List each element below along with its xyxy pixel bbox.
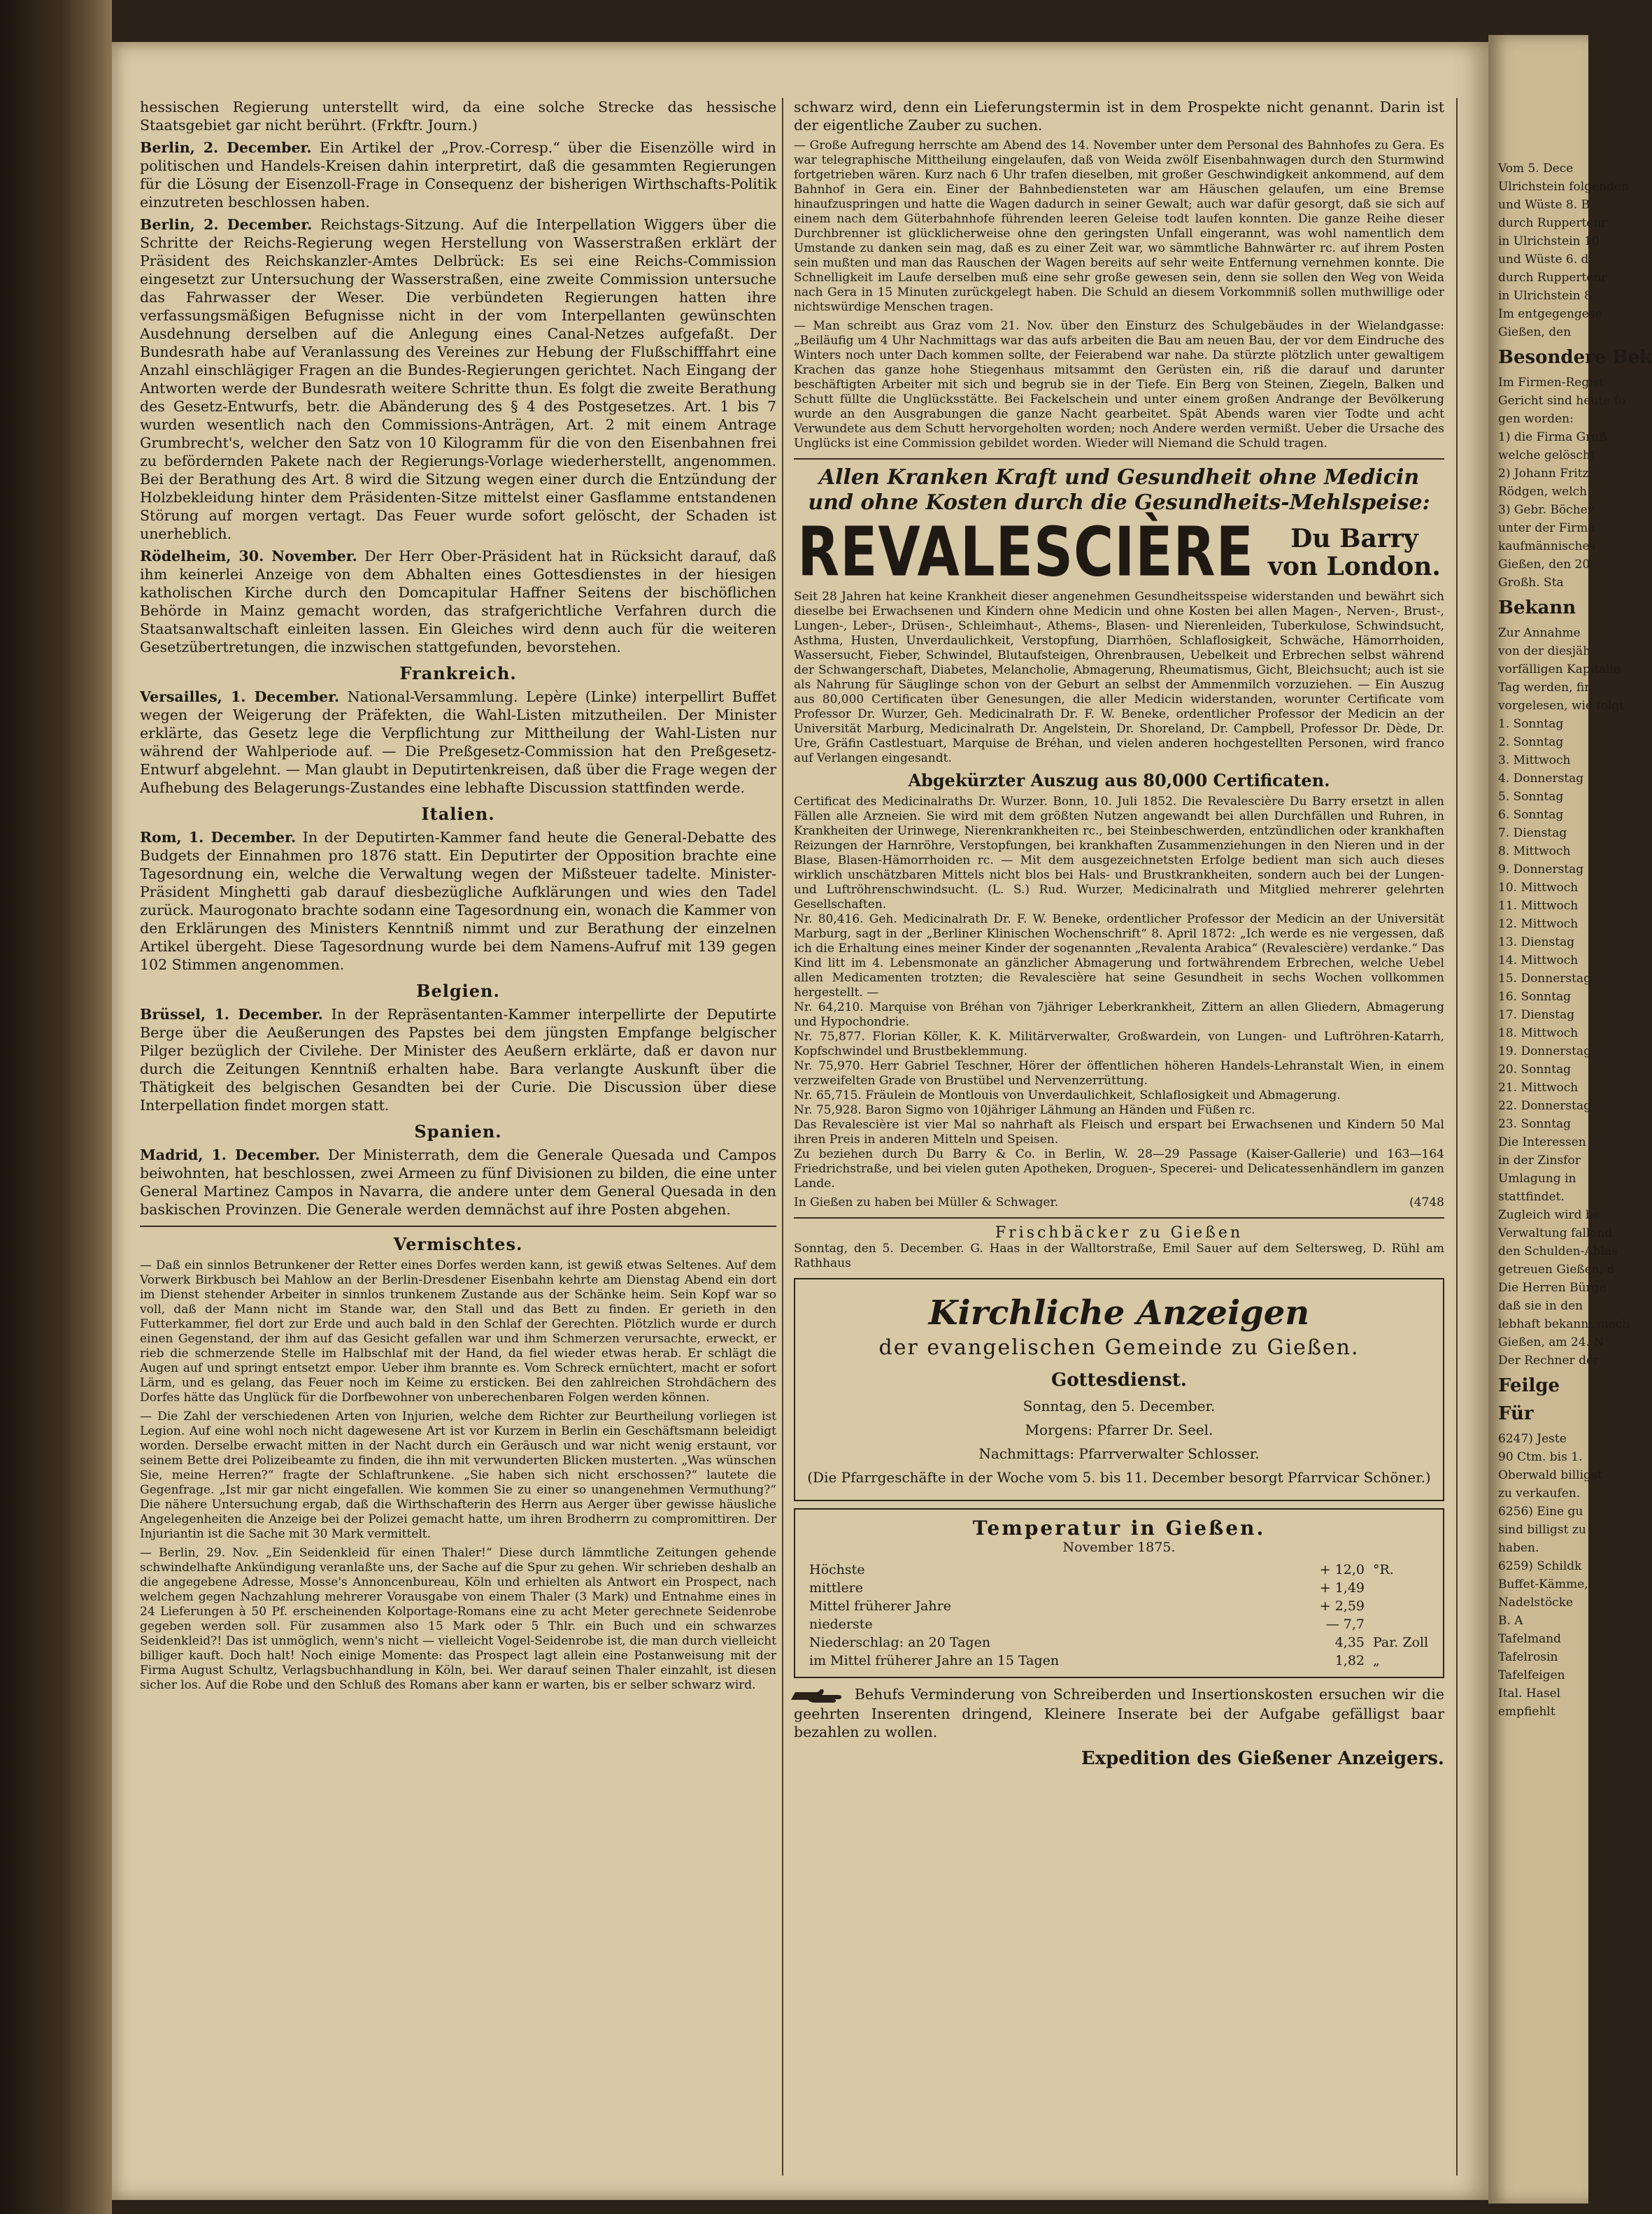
adjacent-text-line: Rödgen, welch [1498,485,1588,499]
section-heading-france: Frankreich. [399,663,517,683]
divider [140,1226,776,1227]
adjacent-text-line: in Ulrichstein 10 [1498,234,1600,248]
adjacent-text-line: 20. Sonntag [1498,1063,1572,1077]
section-heading-italy: Italien. [421,804,495,824]
news-bruessel: Brüssel, 1. December. In der Repräsentanten-Kammer interpellirte der Deputirte Berge über die Aeußerungen des Papstes bei dem jüngsten Empfange belgischer Pilger bezüglich der Civilehe. Der Minister des Aeußern erklärte, daß er davon nur durch die Zeitungen Kenntniß erhalten habe. Bara verlangte Auskunft über die Thätigkeit des belgischen Gesandten bei der Curie. Die Discussion über diese Interpellation findet morgen statt. [140,1006,776,1114]
adjacent-text-line: 10. Mittwoch [1498,881,1579,895]
news-versailles: Versailles, 1. December. National-Versammlung. Lepère (Linke) interpellirt Buffet wegen der Weigerung der Präfekten, die Wahl-Listen mitzutheilen. Der Minister erklärte, das Gesetz lege die Verpflichtung zur Mittheilung der Wahl-Listen nur während der Wahlperiode auf. — Die Preßgesetz-Commission hat den Preßgesetz-Entwurf abgelehnt. — Man glaubt in Deputirtenkreisen, daß über die Frage wegen der Aufhebung des Belagerungs-Zustandes eine lebhafte Discussion stattfinden werde. [140,688,776,796]
divider [794,458,1444,460]
adjacent-text-line: Zur Annahme [1498,626,1581,640]
adjacent-text-line: 6259) Schildk [1498,1559,1582,1573]
adjacent-text-line: Der Rechner der [1498,1354,1600,1368]
adjacent-text-line: Großh. Sta [1498,576,1564,590]
table-row: niederste — 7,7 [809,1617,1365,1632]
ad-headline: Allen Kranken Kraft und Gesundheit ohne Medicin und ohne Kosten durch die Gesundheits-Mehlspeise: [808,465,1430,515]
adjacent-text-line: 2) Johann Fritz [1498,467,1589,481]
adjacent-text-line: getreuen Gießen, d [1498,1263,1615,1277]
adjacent-page [1488,35,1652,2204]
adjacent-heading: Feilge [1498,1375,1560,1396]
adjacent-text-line: 12. Mittwoch [1498,917,1579,931]
service-date: Sonntag, den 5. December. [1023,1398,1216,1414]
adjacent-text-line: Tafelfeigen [1498,1668,1565,1682]
adjacent-page-content [1488,35,1652,1719]
adjacent-text-line: empfiehlt [1498,1705,1555,1719]
news-madrid: Madrid, 1. December. Der Ministerrath, dem die Generale Quesada und Campos beiwohnten, hat beschlossen, zwei Armeen zu fünf Divisionen zu bilden, die eine unter General Martinez Campos in Navarra, die andere unter dem General Quesada in den baskischen Provinzen. Die Generale werden demnächst auf ihre Posten abgehen. [140,1147,776,1218]
temperature-subtitle: November 1875. [1062,1540,1176,1555]
adjacent-text-line: von der diesjäh [1498,644,1591,658]
news-berlin-1: Berlin, 2. December. Ein Artikel der „Prov.-Corresp.“ über die Eisenzölle wird in politischen und Handels-Kreisen dahin interpretirt, daß die gesammten Regierungen für die Lösung der Eisenzoll-Frage in Consequenz der bisherigen Wirthschafts-Politik einzutreten beschlossen haben. [140,139,776,211]
newspaper-page [112,42,1488,2200]
pointing-hand-icon [794,1687,843,1705]
temperature-table [805,1561,1433,1670]
adjacent-text-line: in Ulrichstein 8 [1498,289,1592,303]
intro-paragraph: hessischen Regierung unterstellt wird, da eine solche Strecke das hessische Staatsgebiet gar nicht berührt. (Frkftr. Journ.) [140,99,776,134]
adjacent-text-line: durch Ruppertenr [1498,216,1607,230]
church-notices-box [794,1278,1444,1501]
adjacent-text-line: Im Firmen-Regist [1498,376,1604,390]
church-notices-title: Kirchliche Anzeigen [928,1293,1310,1333]
temperature-title: Temperatur in Gießen. [972,1517,1266,1540]
adjacent-text-line: 9. Donnerstag [1498,863,1584,877]
adjacent-text-line: 21. Mittwoch [1498,1081,1579,1095]
adjacent-text-line: 3. Mittwoch [1498,753,1571,767]
adjacent-text-line: 7. Dienstag [1498,826,1567,840]
adjacent-text-line: 5. Sonntag [1498,790,1564,804]
adjacent-text-line: daß sie in den [1498,1299,1583,1313]
adjacent-text-block [1498,1431,1602,1719]
ad-agent: In Gießen zu haben bei Müller & Schwager. (4748 [794,1195,1444,1209]
ad-brand [794,513,1444,592]
adjacent-text-line: 8. Mittwoch [1498,844,1571,858]
table-row: Höchste + 12,0 °R. [809,1562,1394,1577]
adjacent-text-line: gen worden: [1498,412,1574,426]
service-heading: Gottesdienst. [1051,1370,1187,1391]
service-morning: Morgens: Pfarrer Dr. Seel. [1025,1421,1213,1438]
middle-column [794,98,1444,1769]
adjacent-text-line: 4. Donnerstag [1498,772,1584,786]
adjacent-text-line: und Wüste 6. d [1498,253,1589,267]
adjacent-text-line: welche gelöscht [1498,448,1595,462]
table-row: Niederschlag: an 20 Tagen 4,35 Par. Zoll [809,1635,1429,1650]
adjacent-text-line: haben. [1498,1541,1539,1555]
adjacent-text-line: 6. Sonntag [1498,808,1564,822]
news-rom: Rom, 1. December. In der Deputirten-Kammer fand heute die General-Debatte des Budgets der Einnahmen pro 1876 statt. Ein Deputirter der Opposition brachte eine Tagesordnung ein, welche die Verwaltung wegen der Mißsteuer tadelte. Minister-Präsident Minghetti gab darauf diesbezügliche Aufklärungen und wies den Tadel zurück. Maurogonato brachte sodann eine Tagesordnung ein, wonach die Kammer von den Erklärungen des Ministers Kenntniß nimmt und zur Berathung der einzelnen Artikel übergeht. Diese Tagesordnung wurde bei dem Namens-Aufruf mit 139 gegen 102 Stimmen angenommen. [140,829,776,973]
adjacent-text-line: 2. Sonntag [1498,735,1564,749]
adjacent-text-line: zu verkaufen. [1498,1486,1581,1500]
adjacent-text-line: unter der Firma [1498,521,1595,535]
adjacent-text-block [1498,375,1626,590]
ad-body: Seit 28 Jahren hat keine Krankheit dieser angenehmen Gesundheitsspeise widerstanden und bewährt sich dieselbe bei Erwachsenen und Kindern ohne Medicin und ohne Kosten bei allen Magen-, Nerven-, Brust-, Lungen-, Leber-, Drüsen-, Schleimhaut-, Athems-, Blasen- und Nierenleiden, Tuberkulose, Schwindsucht, Asthma, Husten, Unverdaulichkeit, Verstopfung, Diarrhöen, Schlaflosigkeit, Schwäche, Hämorrhoiden, Wassersucht, Fieber, Schwindel, Blutaufsteigen, Ohrenbrausen, Uebelkeit und Erbrechen selbst während der Schwangerschaft, Diabetes, Melancholie, Abmagerung, Rheumatismus, Gicht, Bleichsucht; auch ist sie als Nahrung für Säuglinge schon von der Geburt an selbst der Ammenmilch vorzuziehen. — Ein Auszug aus 80,000 Certificaten über Genesungen, die aller Medicin widerstanden, worunter Certificate vom Professor Dr. Wurzer, Geh. Medicinalrath Dr. F. W. Beneke, ordentlicher Professor der Medicin an der Universität Marburg, Medicinalrath Dr. Angelstein, Dr. Shoreland, Dr. Campbell, Professor Dr. Dède, Dr. Ure, Gräfin Castlestuart, Marquise de Bréhan, und vielen anderen hochgestellten Personen, wird franco auf Verlangen eingesandt. [794,590,1444,765]
adjacent-heading: Bekann [1498,597,1576,618]
adjacent-text-line: Ital. Hasel [1498,1687,1561,1701]
misc-gera: — Große Aufregung herrschte am Abend des 14. November unter dem Personal des Bahnhofes zu Gera. Es war telegraphische Mittheilung eingelaufen, daß von Weida zwölf Eisenbahnwagen durch den Sturmwind fortgetrieben wären. Kurz nach 6 Uhr trafen dieselben, mit großer Geschwindigkeit ankommend, auf dem Bahnhof in Gera ein. Einer der Bahnbediensteten war am Häuschen gelaufen, um eine Bremse hinaufzuspringen und hatte die Wagen dadurch in seiner Gewalt; auch war dafür gesorgt, daß sie sich auf einem nach dem Güterbahnhofe führenden leeren Geleise todt laufen konnten. Die ganze Reihe dieser Durchbrenner ist glücklicherweise ohne den geringsten Unfall eingerannt, was wohl namentlich dem Umstande zu danken sein mag, daß es zu einer Zeit war, wo sämmtliche Bahnwärter rc. auf ihrem Posten sein mußten und man das Rauschen der Wagen bereits auf sehr weite Entfernung vernehmen konnte. Die Schnelligkeit im Laufe derselben muß eine sehr große gewesen sein, denn sie sollen den Weg von Weida nach Gera in 15 Minuten zurückgelegt haben. Die Schuld an diesem Vorkommniß sollen muthwillige oder nichtswürdige Menschen tragen. [794,139,1444,314]
adjacent-text-line: vorfälligen Kapitalie [1498,662,1621,676]
adjacent-text-line: sind billigst zu [1498,1523,1586,1537]
adjacent-text-line: 17. Dienstag [1498,1008,1575,1022]
baker-notice-text: Sonntag, den 5. December. G. Haas in der Walltorstraße, Emil Sauer auf dem Seltersweg, D. Rühl am Rathhaus [794,1242,1444,1270]
column-rule [1456,98,1458,2176]
adjacent-text-line: Tafelrosin [1498,1650,1558,1664]
adjacent-text-line: Zugleich wird be [1498,1208,1600,1222]
table-row: mittlere + 1,49 [809,1580,1365,1596]
adjacent-heading: Besondere Bek [1498,347,1652,368]
adjacent-text-block [1498,161,1629,340]
adjacent-text-line: Tag werden, fin [1498,681,1593,695]
service-afternoon: Nachmittags: Pfarrverwalter Schlosser. [978,1445,1260,1462]
service-note: (Die Pfarrgeschäfte in der Woche vom 5. bis 11. December besorgt Pfarrvicar Schöner.) [807,1469,1431,1486]
book-spine [0,0,112,2214]
baker-notice-title: Frischbäcker zu Gießen [995,1224,1244,1242]
misc-item-3: — Berlin, 29. Nov. „Ein Seidenkleid für einen Thaler!“ Diese durch lämmtliche Zeitungen gehende schwindelhafte Ankündigung veranlaßte uns, der Sache auf die Spur zu gehen. Wir schrieben deshalb an die angegebene Adresse, Mosse's Annoncenbureau, Köln und erhielten als Antwort ein Prospect, nach welchem gegen Nachzahlung mehrerer Vorausgabe von einem Thaler (3 Mark) und Entnahme eines in 24 Lieferungen à 50 Pf. erscheinenden Kolportage-Romans eine zu acht Meter gerechnete Seidenrobe gegeben werden soll. Für zusammen also 15 Mark oder 5 Thlr. ein Buch und ein schwarzes Seidenkleid?! Das ist unmöglich, wenn's nicht — vielleicht Vogel-Seidenrobe ist, die man durch vielleicht billiger kauft. Doch halt! Noch einige Momente: das Prospect lagt allein eine Postanweisung mit der Firma August Schultz, Verlagsbuchhandlung in Köln, bei. Wer darauf seinen Thaler einzahlt, ist diesen sicher los. Auf die Robe und den Schluß des Romans aber kann er warten, bis er selber schwarz wird. [140,1546,776,1692]
adjacent-text-line: Vom 5. Dece [1498,162,1574,176]
adjacent-text-line: 1) die Firma Gruß [1498,430,1607,444]
adjacent-text-line: den Schulden-Ablas [1498,1244,1618,1258]
adjacent-text-line: Gießen, den 20 [1498,558,1590,572]
misc-item-1: — Daß ein sinnlos Betrunkener der Retter eines Dorfes werden kann, ist gewiß etwas Seltenes. Auf dem Vorwerk Birkbusch bei Mahlow an der Berlin-Dresdener Eisenbahn kehrte am Dienstag Abend ein dort im Dienst stehender Arbeiter in sinnlos trunkenem Zustande aus der Schänke heim. Sein Kopf war so voll, daß der Mann nicht im Stande war, den Stall und das Bett zu finden. Er gerieth in den Futterkammer, fiel dort zur Erde und auch bald in den Schlaf der Gerechten. Plötzlich wurde er durch einen Gegenstand, der ihm auf das Gesicht gefallen war und ihm Schmerzen verursachte, erweckt, er rieb die schmerzende Stelle im Halbschlaf mit der Hand, da fiel wieder etwas herab. Er schlägt die Augen auf und springt entsetzt empor. Ueber ihm brannte es. Vom Schreck ernüchtert, macht er sofort Lärm, und es gelang, das Feuer noch im Keime zu ersticken. Bei den zahlreichen Strohdächern des Dorfes hätte das Unglück für die Dorfbewohner von unberechenbaren Folgen werden können. [140,1258,776,1405]
adjacent-text-line: Tafelmand [1498,1632,1562,1646]
adjacent-text-line: Die Herren Bürge [1498,1281,1607,1295]
section-heading-belgium: Belgien. [416,981,500,1001]
adjacent-text-line: Oberwald billigst [1498,1468,1602,1482]
adjacent-text-line: 18. Mittwoch [1498,1026,1579,1040]
adjacent-text-block [1498,625,1630,1368]
adjacent-text-line: Umlagung in [1498,1172,1576,1186]
adjacent-text-line: 11. Mittwoch [1498,899,1579,913]
column-rule [782,98,783,2176]
misc-continuation: schwarz wird, denn ein Lieferungstermin ist in dem Prospekte nicht genannt. Darin ist der eigentliche Zauber zu suchen. [794,99,1444,134]
news-berlin-2: Berlin, 2. December. Reichstags-Sitzung. Auf die Interpellation Wiggers über die Schritte der Reichs-Regierung wegen Herstellung von Wasserstraßen erklärt der Präsident des Reichskanzler-Amtes Delbrück: Es sei eine Reichs-Commission eingesetzt zur Untersuchung der Wasserstraßen, eine zweite Commission untersuche das Fahrwasser der Weser. Die verbündeten Regierungen hatten ihre verfassungsmäßigen Befugnisse nicht in der vom Interpellanten gewünschten Ausdehnung derselben auf die Anlegung eines Canal-Netzes aufgefaßt. Der Bundesrath habe auf Veranlassung des Vereines zur Hebung der Flußschifffahrt eine Anzahl einschlägiger Fragen an die Bundes-Regierungen gerichtet. Nach Eingang der Antworten werde der Bundesrath weitere Schritte thun. Es folgt die zweite Berathung des Gesetz-Entwurfs, betr. die Abänderung des § 4 des Postgesetzes. Art. 1 bis 7 wurden wesentlich nach den Commissions-Anträgen, Art. 2 mit einem Antrage Grumbrecht's, welcher den Satz von 10 Kilogramm für die von den Eisenbahnen frei zu befördernden Pakete nach der Regierungs-Vorlage wiederherstellt, angenommen. Bei der Berathung des Art. 8 wird die Sitzung wegen einer durch die Entzündung der Holzbekleidung hinter dem Präsidenten-Sitze mittelst einer Gasflamme entstandenen Störung auf morgen vertagt. Das Feuer wurde sofort gelöscht, der Schaden ist unerheblich. [140,216,776,542]
adjacent-heading: Für [1498,1403,1534,1424]
temperature-box [794,1508,1444,1678]
ad-brand-name: REVALESCIÈRE [797,513,1254,592]
ad-brand-origin: Du Barry von London. [1267,524,1441,581]
adjacent-text-line: Die Interessen [1498,1135,1586,1149]
misc-item-2: — Die Zahl der verschiedenen Arten von Injurien, welche dem Richter zur Beurtheilung vorliegen ist Legion. Auf eine wohl noch nicht dagewesene Art ist vor Kurzem in Berlin ein Geschäftsmann beleidigt worden. Derselbe erwacht mitten in der Nacht durch ein Geräusch und war nicht wenig erstaunt, vor seinem Bette drei Polizeibeamte zu finden, die ihn mit verwunderten Blicken musterten. „Was wünschen Sie, meine Herren?“ fragte der Schlaftrunkene. „Sie haben sich nicht erschossen?“ lautete die Gegenfrage. „Ist mir gar nicht eingefallen. Wie kommen Sie zu einer so unangenehmen Vermuthung?“ Die nähere Untersuchung ergab, daß die Wirthschafterin des Herrn aus Aerger über gewisse häusliche Angelegenheiten die Anzeige bei der Polizei gemacht hatte, um ihren Brodherrn zu compromittiren. Der Injuriantin ist die Sache mit 30 Mark vermittelt. [140,1410,776,1541]
adjacent-text-line: und Wüste 8. B [1498,198,1590,212]
adjacent-text-line: Buffet-Kämme, [1498,1577,1588,1591]
church-notices-subtitle: der evangelischen Gemeinde zu Gießen. [878,1335,1360,1360]
table-row: im Mittel früherer Jahre an 15 Tagen 1,82 „ [809,1653,1380,1668]
adjacent-text-line: Ulrichstein folgenden [1498,180,1629,194]
adjacent-text-line: Gericht sind heute fo [1498,394,1626,408]
misc-graz: — Man schreibt aus Graz vom 21. Nov. über den Einsturz des Schulgebäudes in der Wielandgasse: „Beiläufig um 4 Uhr Nachmittags war das aufs arbeiten die Bau am neuen Bau, der vor dem Eindruche des Winters noch unter Dach kommen sollte, der Feierabend war nahe. Da stürzte plötzlich unter gewaltigem Krachen das ganze hohe Stiegenhaus mitsammt den Gerüsten ein, riß die darauf und darunter beschäftigten Arbeiter mit sich und begrub sie in der Tiefe. Ein Berg von Steinen, Ziegeln, Balken und Schutt füllte die Unglücksstätte. Bei Fackelschein und unter einem großen Andrange der Bevölkerung wurde an den Ausgrabungen die ganze Nacht gearbeitet. Spät Abends waren vier Todte und acht Verwundete aus dem Schutt hervorgeholten worden; noch Andere werden vermißt. Ueber die Ursache des Unglücks ist eine Commission gebildet worden. Wieder will Niemand die Schuld tragen. [794,319,1444,450]
adjacent-text-line: vorgelesen, wie folgt [1498,699,1625,713]
adjacent-text-line: stattfindet. [1498,1190,1565,1204]
adjacent-text-line: Nadelstöcke [1498,1596,1574,1610]
adjacent-text-line: lebhaft bekannt mach [1498,1317,1630,1331]
divider [794,1217,1444,1219]
adjacent-text-line: 22. Donnerstag [1498,1099,1591,1113]
adjacent-text-line: 19. Donnerstag [1498,1044,1591,1058]
adjacent-text-line: 23. Sonntag [1498,1117,1572,1131]
adjacent-text-line: 6247) Jeste [1498,1432,1567,1446]
section-heading-vermischtes: Vermischtes. [393,1234,523,1254]
adjacent-text-line: 16. Sonntag [1498,990,1572,1004]
expedition-signature: Expedition des Gießener Anzeigers. [1081,1747,1444,1769]
adjacent-text-line: Gießen, am 24. N [1498,1335,1604,1349]
adjacent-text-line: kaufmännisches [1498,539,1596,553]
news-roedelheim: Rödelheim, 30. November. Der Herr Ober-Präsident hat in Rücksicht darauf, daß ihm keinerlei Anzeige von dem Abhalten eines Gottesdienstes in der hiesigen katholischen Kirche durch den Domcapitular Haffner Seitens der bischöflichen Behörde in Mainz gemacht worden, das strafgerichtliche Verfahren durch die Staatsanwaltschaft einleiten lassen. Ein Gleiches wird denn auch für die weiteren Gesetzübertretungen, die inzwischen stattgefunden, bevorstehen. [140,548,776,655]
adjacent-text-line: in der Zinsfor [1498,1154,1581,1168]
adjacent-text-line: Verwaltung fallend [1498,1226,1613,1240]
section-heading-spain: Spanien. [414,1121,502,1142]
adjacent-text-line: B. A [1498,1614,1523,1628]
ad-subheading: Abgekürzter Auszug aus 80,000 Certificaten. [908,770,1330,790]
adjacent-text-line: 13. Dienstag [1498,935,1575,949]
ad-certificates: Certificat des Medicinalraths Dr. Wurzer. Bonn, 10. Juli 1852. Die Revalescière Du Barry ersetzt in allen Fällen alle Arzneien. Sie wird mit dem größten Nutzen angewandt bei allen Durchfällen und Ruhren, in Krankheiten der Urinwege, Nierenkrankheiten rc., bei Steinbeschwerden, entzündlichen oder krankhaften Reizungen der Harnröhre, Verstopfungen, bei krankhaften Zusammenziehungen in den Nieren und in der Blase, Blasen-Hämorrhoiden rc. — Mit dem ausgezeichnetsten Erfolge bedient man sich auch dieses wirklich unschätzbaren Mittels nicht blos bei Hals- und Brustkrankheiten, sondern auch bei der Lungen- und Luftröhrenschwindsucht. (L. S.) Rud. Wurzer, Medicinalrath und Mitglied mehrerer gelehrten Gesellschaften. Nr. 80,416. Geh. Medicinalrath Dr. F. W. Beneke, ordentlicher Professor der Medicin an der Universität Marburg, sagt in der „Berliner Klinischen Wochenschrift“ 8. April 1872: „Ich werde es nie vergessen, daß ich die Erhaltung eines meiner Kinder der sogenannten „Revalenta Arabica“ (Revalescière) verdanke.“ Das Kind litt im 4. Lebensmonate an gänzlicher Abmagerung und fortwährendem Erbrechen, welche Uebel allen Medicamenten trotzten; die Revalescière hat seine Gesundheit in sechs Wochen vollkommen hergestellt. — Nr. 64,210. Marquise von Bréhan von 7jähriger Leberkrankheit, Zittern an allen Gliedern, Abmagerung und Hypochondrie. Nr. 75,877. Florian Köller, K. K. Militärverwalter, Großwardein, von Lungen- und Luftröhren-Katarrh, Kopfschwindel und Brustbeklemmung. Nr. 75,970. Herr Gabriel Teschner, Hörer der öffentlichen höheren Handels-Lehranstalt Wien, in einem verzweifelten Grade von Brustübel und Nervenzerrüttung. Nr. 65,715. Fräulein de Montlouis von Unverdaulichkeit, Schlaflosigkeit und Abmagerung. Nr. 75,928. Baron Sigmo von 10jähriger Lähmung an Händen und Füßen rc. Das Revalescière ist vier Mal so nahrhaft als Fleisch und erspart bei Erwachsenen und Kindern 50 Mal ihren Preis in anderen Mitteln und Speisen. Zu beziehen durch Du Barry & Co. in Berlin, W. 28—29 Passage (Kaiser-Gallerie) und 163—164 Friedrichstraße, und bei vielen guten Apotheken, Droguen-, Specerei- und Delicatessenhändlern im ganzen Lande. [794,795,1444,1191]
prepayment-notice: Behufs Verminderung von Schreiberden und Insertionskosten ersuchen wir die geehrten Inserenten dringend, Kleinere Inserate bei der Aufgabe gefälligst baar bezahlen zu wollen. [794,1685,1444,1741]
adjacent-text-line: 15. Donnerstag [1498,972,1591,986]
adjacent-text-line: Gießen, den [1498,325,1572,339]
table-row: Mittel früherer Jahre + 2,59 [809,1598,1365,1614]
adjacent-text-line: 1. Sonntag [1498,717,1564,731]
adjacent-text-line: Im entgegengese [1498,307,1602,321]
adjacent-text-line: durch Ruppertenr [1498,271,1607,285]
adjacent-text-line: 3) Gebr. Böcher [1498,503,1593,517]
left-column [140,98,776,1697]
revalesciere-advertisement [794,465,1444,1210]
adjacent-text-line: 90 Ctm. bis 1. [1498,1450,1583,1464]
adjacent-text-line: 14. Mittwoch [1498,953,1579,967]
adjacent-text-line: 6256) Eine gu [1498,1505,1583,1519]
